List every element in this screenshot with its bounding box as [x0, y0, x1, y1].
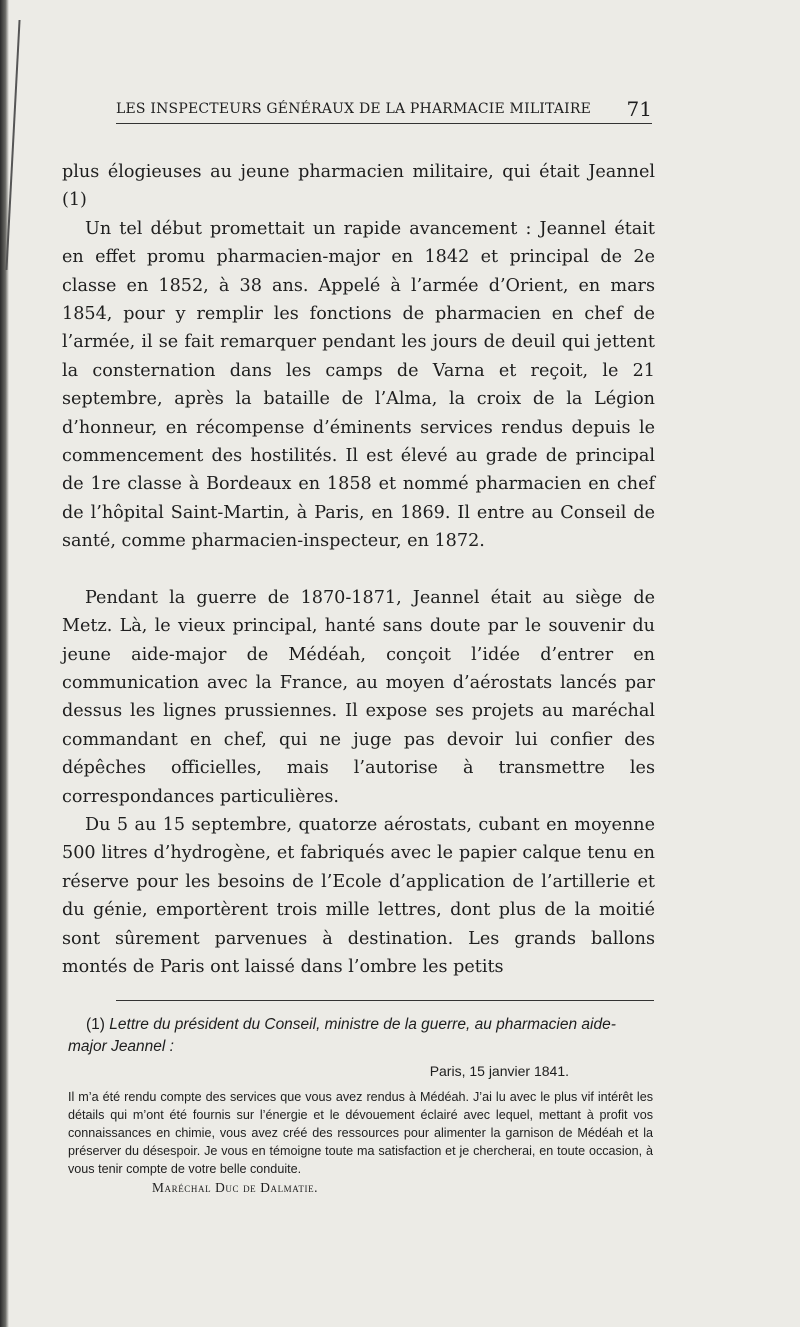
- paragraph-career: Un tel début promettait un rapide avancement : Jeannel était en effet promu pharmacien-major en 1842 et principal de 2e classe en 1852, à 38 ans. Appelé à l’armée d’Orient, en mars 1854, pour y remplir les fonctions de pharmacien en chef de l’armée, il se fait remarquer pendant les jours de deuil qui jettent la consternation dans les camps de Varna et reçoit, le 21 septembre, après la bataille de l’Alma, la croix de la Légion d’honneur, en récompense d’éminents services rendus depuis le commencement des hostilités. Il est élevé au grade de principal de 1re classe à Bordeaux en 1858 et nommé pharmacien en chef de l’hôpital Saint-Martin, à Paris, en 1869. Il entre au Conseil de santé, comme pharmacien-inspecteur, en 1872.: [62, 218, 655, 552]
- letter-signature: Maréchal Duc de Dalmatie.: [152, 1180, 319, 1195]
- page-binding-edge: [0, 0, 9, 1327]
- footnote: [68, 1014, 653, 1198]
- main-text: [62, 158, 655, 981]
- letter-body: Il m’a été rendu compte des services que vous avez rendus à Médéah. J’ai lu avec le plus vif intérêt les détails qui m’ont été fournis sur l’énergie et le dévouement éclairé avec lequel, mettant à profit vos connaissances en chimie, vous avez créé des ressources pour alimenter la garnison de Médéah et la préserver du désespoir. Je vous en témoigne toute ma satisfaction et je chercherai, en toute occasion, à vous tenir compte de votre belle conduite.: [68, 1090, 653, 1176]
- running-head: [116, 97, 652, 124]
- running-title: LES INSPECTEURS GÉNÉRAUX DE LA PHARMACIE MILITAIRE: [116, 101, 592, 117]
- paragraph-siege-of-metz: Pendant la guerre de 1870-1871, Jeannel était au siège de Metz. Là, le vieux principal, hanté sans doute par le souvenir du jeune aide-major de Médéah, conçoit l’idée d’entrer en communication avec la France, au moyen d’aérostats lancés par dessus les lignes prussiennes. Il expose ses projets au maréchal commandant en chef, qui ne juge pas devoir lui confier des dépêches officielles, mais l’autorise à transmettre les correspondances particulières.: [62, 587, 655, 807]
- paragraph-aerostats: Du 5 au 15 septembre, quatorze aérostats, cubant en moyenne 500 litres d’hydrogène, et fabriqués avec le papier calque tenu en réserve pour les besoins de l’Ecole d’application de l’artillerie et du génie, emportèrent trois mille lettres, dont plus de la moitié sont sûrement parvenues à destination. Les grands ballons montés de Paris ont laissé dans l’ombre les petits: [62, 814, 655, 977]
- footnote-mark: (1): [86, 1016, 105, 1033]
- footnote-heading: Lettre du président du Conseil, ministre de la guerre, au pharmacien aide-major Jeannel :: [68, 1016, 616, 1055]
- letter-date: Paris, 15 janvier 1841.: [429, 1063, 569, 1079]
- paragraph-continuation: plus élogieuses au jeune pharmacien militaire, qui était Jeannel (1): [62, 162, 655, 211]
- footnote-heading-line: [68, 1014, 653, 1058]
- page-number: 71: [626, 97, 652, 121]
- footnote-separator: [116, 1000, 654, 1001]
